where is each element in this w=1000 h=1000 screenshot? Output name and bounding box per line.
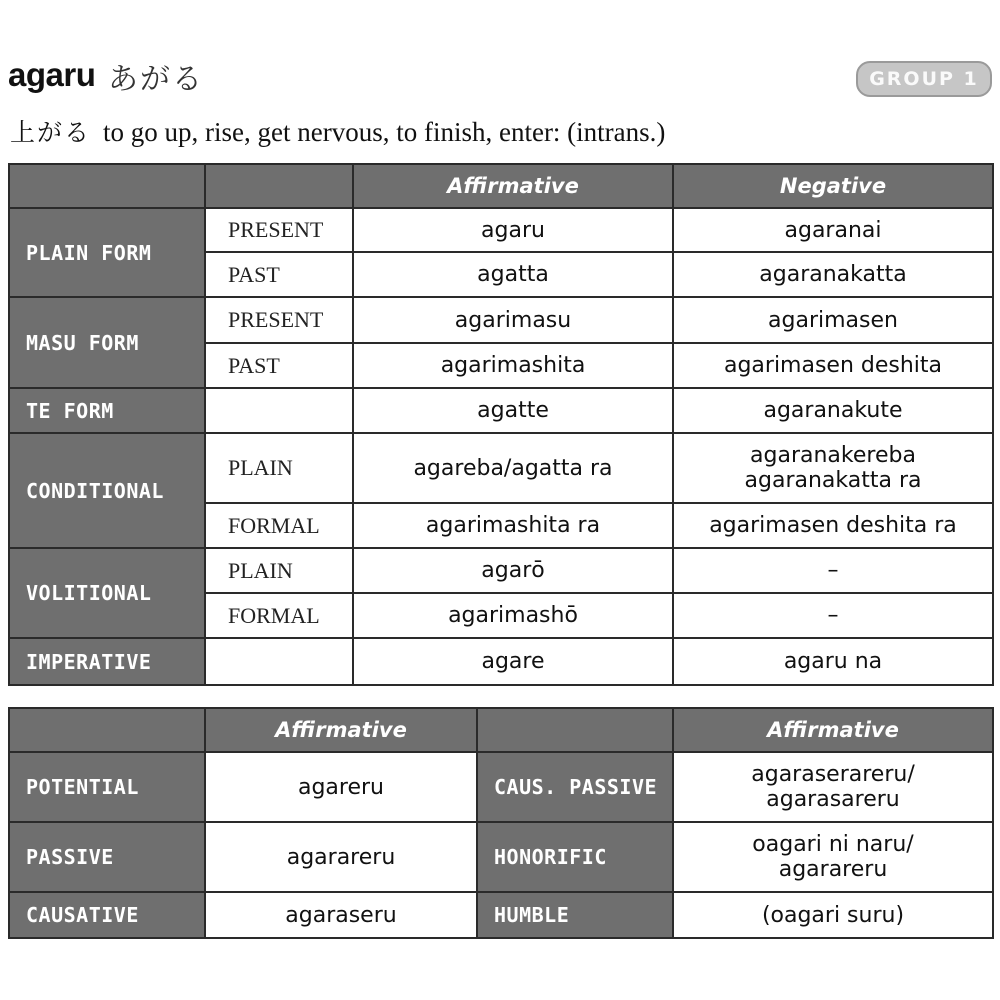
affirmative-value: agarō (353, 548, 673, 593)
table-row (9, 548, 993, 593)
sub-label-empty (205, 388, 353, 433)
negative-value (673, 433, 993, 503)
derived-forms-table (8, 707, 994, 939)
affirmative-value: agareru (205, 752, 477, 822)
negative-value: – (673, 593, 993, 638)
header-affirmative: Affirmative (353, 164, 673, 208)
form-label: CAUS. PASSIVE (477, 752, 673, 822)
entry-kanji: 上がる (10, 118, 92, 147)
sub-label: PLAIN (205, 433, 353, 503)
form-label-te: TE FORM (9, 388, 205, 433)
sub-label: PAST (205, 252, 353, 297)
affirmative-value: agarimashita ra (353, 503, 673, 548)
negative-value: agarimasen (673, 297, 993, 343)
sub-label: PAST (205, 343, 353, 388)
table-row (9, 892, 993, 938)
form-label-conditional: CONDITIONAL (9, 433, 205, 548)
table-row (9, 297, 993, 343)
value-line: agarasareru (766, 787, 900, 812)
form-label: HUMBLE (477, 892, 673, 938)
affirmative-value: agarimashita (353, 343, 673, 388)
affirmative-value: agatte (353, 388, 673, 433)
negative-value-line: agaranakereba (750, 443, 916, 468)
affirmative-value: agarimashō (353, 593, 673, 638)
affirmative-value: (oagari suru) (673, 892, 993, 938)
negative-value: agaru na (673, 638, 993, 685)
negative-value: – (673, 548, 993, 593)
table-header-row (9, 708, 993, 752)
affirmative-value (673, 752, 993, 822)
negative-value-line: agaranakatta ra (744, 468, 922, 493)
table-header-row (9, 164, 993, 208)
form-label-plain: PLAIN FORM (9, 208, 205, 297)
form-label: CAUSATIVE (9, 892, 205, 938)
form-label: POTENTIAL (9, 752, 205, 822)
negative-value: agaranakute (673, 388, 993, 433)
negative-value: agaranai (673, 208, 993, 252)
header-blank (477, 708, 673, 752)
sub-label: FORMAL (205, 503, 353, 548)
affirmative-value: agare (353, 638, 673, 685)
entry-gloss (10, 113, 990, 149)
affirmative-value: agaru (353, 208, 673, 252)
header-blank (9, 708, 205, 752)
header-blank (205, 164, 353, 208)
form-label-volitional: VOLITIONAL (9, 548, 205, 638)
form-label: HONORIFIC (477, 822, 673, 892)
affirmative-value (673, 822, 993, 892)
entry-romaji: agaru (8, 56, 96, 93)
header-negative: Negative (673, 164, 993, 208)
header-affirmative: Affirmative (673, 708, 993, 752)
form-label-masu: MASU FORM (9, 297, 205, 388)
entry-meaning: to go up, rise, get nervous, to finish, enter: (intrans.) (103, 117, 666, 147)
affirmative-value: agatta (353, 252, 673, 297)
form-label-imperative: IMPERATIVE (9, 638, 205, 685)
affirmative-value: agareba/agatta ra (353, 433, 673, 503)
group-badge: GROUP 1 (856, 61, 992, 97)
affirmative-value: agarimasu (353, 297, 673, 343)
table-row (9, 638, 993, 685)
affirmative-value: agarareru (205, 822, 477, 892)
sub-label-empty (205, 638, 353, 685)
conjugation-table (8, 163, 994, 686)
table-row (9, 433, 993, 503)
entry-kana: あがる (108, 62, 204, 97)
sub-label: PRESENT (205, 208, 353, 252)
sub-label: PRESENT (205, 297, 353, 343)
sub-label: FORMAL (205, 593, 353, 638)
table-row (9, 388, 993, 433)
value-line: oagari ni naru/ (752, 832, 914, 857)
header-affirmative: Affirmative (205, 708, 477, 752)
entry-header (8, 52, 992, 100)
table-row (9, 208, 993, 252)
value-line: agarareru (778, 857, 888, 882)
table-row (9, 752, 993, 822)
affirmative-value: agaraseru (205, 892, 477, 938)
negative-value: agarimasen deshita (673, 343, 993, 388)
sub-label: PLAIN (205, 548, 353, 593)
table-row (9, 822, 993, 892)
form-label: PASSIVE (9, 822, 205, 892)
header-blank (9, 164, 205, 208)
value-line: agaraserareru/ (751, 762, 915, 787)
negative-value: agarimasen deshita ra (673, 503, 993, 548)
negative-value: agaranakatta (673, 252, 993, 297)
